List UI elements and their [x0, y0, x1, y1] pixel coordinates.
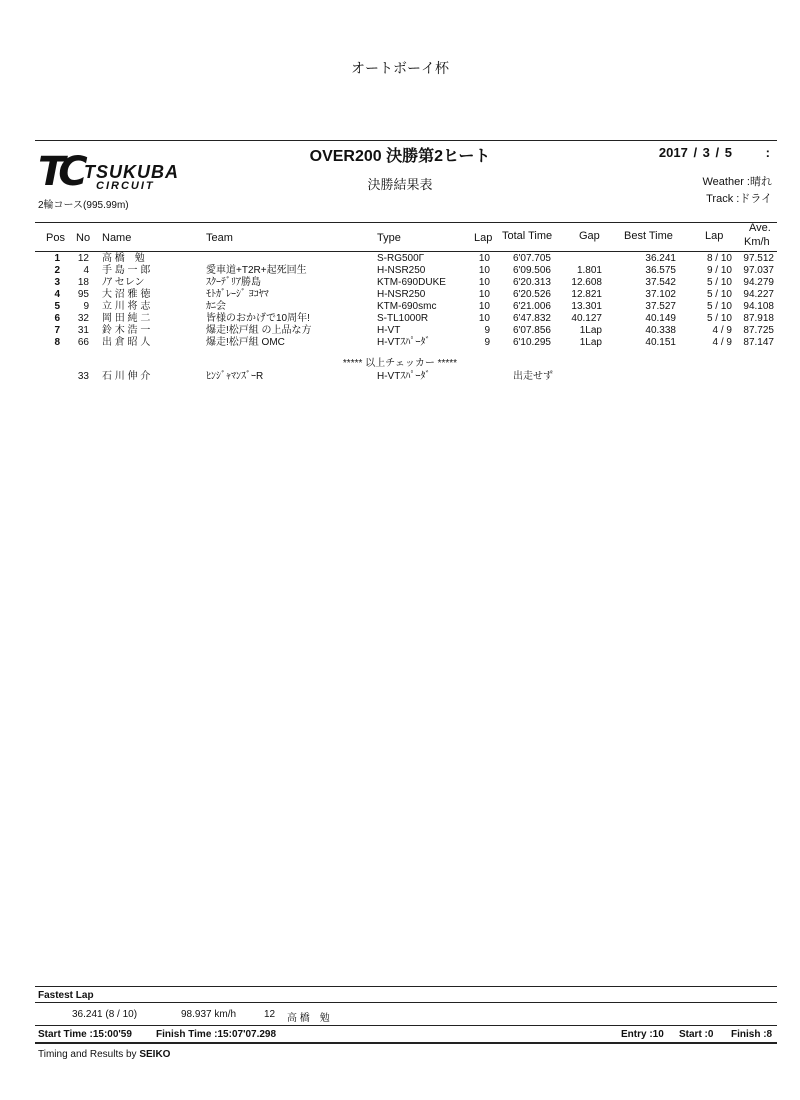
header-best-lap: Lap	[705, 230, 724, 242]
header-ave-line2: Km/h	[744, 236, 770, 248]
race-date-suffix: :	[765, 145, 770, 160]
team-cell: 皆様のおかげで10周年!	[206, 313, 310, 324]
lap-cell: 10	[478, 313, 490, 324]
total-time-cell: 6'07.705	[512, 253, 551, 264]
checker-line: ***** 以上チェッカー *****	[342, 358, 458, 369]
finish-time: Finish Time :15:07'07.298	[156, 1029, 277, 1040]
total-time-cell: 6'09.506	[512, 265, 551, 276]
best-time-cell: 40.338	[645, 325, 676, 336]
no-cell: 31	[77, 325, 89, 336]
ave-speed-cell: 94.227	[743, 289, 774, 300]
gap-cell: 1Lap	[579, 337, 602, 348]
table-row	[0, 337, 800, 349]
name-cell: 岡 田 純 二	[102, 313, 151, 324]
credit-brand: SEIKO	[139, 1049, 171, 1060]
table-header-top-rule	[35, 222, 777, 223]
pos-cell: 4	[54, 289, 60, 300]
start-count: Start :0	[679, 1029, 714, 1040]
name-cell: 高 橋 勉	[102, 253, 145, 264]
gap-cell: 40.127	[571, 313, 602, 324]
fastest-lap-name: 高 橋 勉	[287, 1013, 330, 1024]
lap-cell: 10	[478, 253, 490, 264]
dns-row	[0, 371, 800, 383]
no-cell: 18	[77, 277, 89, 288]
table-row	[0, 313, 800, 325]
header-no: No	[76, 232, 91, 244]
ave-speed-cell: 87.725	[743, 325, 774, 336]
table-header	[0, 224, 800, 250]
name-cell: ﾉｱ セレン	[102, 277, 145, 288]
ave-speed-cell: 87.918	[743, 313, 774, 324]
best-lap-cell: 9 / 10	[706, 265, 732, 276]
no-cell: 12	[77, 253, 89, 264]
pos-cell: 2	[54, 265, 60, 276]
fastest-lap-speed: 98.937 km/h	[181, 1009, 237, 1020]
header-lap: Lap	[474, 232, 493, 244]
best-time-cell: 40.151	[645, 337, 676, 348]
track-condition: Track :ドライ	[706, 193, 772, 205]
pos-cell: 7	[54, 325, 60, 336]
fastest-lap-label: Fastest Lap	[38, 990, 94, 1001]
lap-cell: 10	[478, 277, 490, 288]
pos-cell: 8	[54, 337, 60, 348]
team-cell: ｶﾆ会	[206, 301, 226, 312]
no-cell: 4	[83, 265, 89, 276]
entry-count: Entry :10	[621, 1029, 664, 1040]
table-row	[0, 253, 800, 265]
no-cell: 9	[83, 301, 89, 312]
header-team: Team	[206, 232, 233, 244]
type-cell: H-VT	[377, 325, 401, 336]
dns-status: 出走せず	[513, 371, 553, 382]
logo-name: TSUKUBA	[84, 162, 179, 182]
best-lap-cell: 4 / 9	[712, 325, 732, 336]
total-time-cell: 6'21.006	[512, 301, 551, 312]
lap-cell: 10	[478, 265, 490, 276]
dns-no: 33	[77, 371, 89, 382]
pos-cell: 5	[54, 301, 60, 312]
type-cell: H-NSR250	[377, 289, 426, 300]
best-time-cell: 37.542	[645, 277, 676, 288]
best-time-cell: 37.102	[645, 289, 676, 300]
fastest-lap-time: 36.241 (8 / 10)	[72, 1009, 138, 1020]
result-title: 決勝結果表	[367, 177, 433, 192]
logo-mark: TC	[38, 149, 81, 195]
ave-speed-cell: 97.512	[743, 253, 774, 264]
header-best-time: Best Time	[624, 230, 673, 242]
header-ave-line1: Ave.	[749, 222, 771, 234]
header-pos: Pos	[46, 232, 65, 244]
dns-type: H-VTｽﾊﾟｰﾀﾞ	[377, 371, 431, 382]
total-time-cell: 6'20.526	[512, 289, 551, 300]
best-lap-cell: 8 / 10	[706, 253, 732, 264]
race-title: OVER200 決勝第2ヒート	[309, 148, 491, 165]
type-cell: H-VTｽﾊﾟｰﾀﾞ	[377, 337, 431, 348]
best-lap-cell: 5 / 10	[706, 301, 732, 312]
header-top-rule	[35, 140, 777, 141]
table-row	[0, 289, 800, 301]
lap-cell: 9	[484, 325, 490, 336]
start-time: Start Time :15:00'59	[38, 1029, 132, 1040]
table-row	[0, 265, 800, 277]
best-time-cell: 40.149	[645, 313, 676, 324]
team-cell: ｽｸｰﾃﾞﾘｱ勝島	[206, 277, 261, 288]
dns-team: ﾋﾝｼﾞｬﾏﾝｽﾞｰR	[206, 371, 264, 382]
dns-name: 石 川 伸 介	[102, 371, 151, 382]
ave-speed-cell: 87.147	[743, 337, 774, 348]
type-cell: KTM-690DUKE	[377, 277, 446, 288]
finish-count: Finish :8	[731, 1029, 773, 1040]
table-row	[0, 277, 800, 289]
type-cell: H-NSR250	[377, 265, 426, 276]
total-time-cell: 6'10.295	[512, 337, 551, 348]
credit-prefix: Timing and Results by	[38, 1049, 137, 1060]
race-date-value: 2017 / 3 / 5	[658, 145, 732, 160]
best-lap-cell: 5 / 10	[706, 277, 732, 288]
pos-cell: 6	[54, 313, 60, 324]
best-time-cell: 37.527	[645, 301, 676, 312]
no-cell: 66	[77, 337, 89, 348]
footer-top-rule	[35, 986, 777, 987]
total-time-cell: 6'47.832	[512, 313, 551, 324]
ave-speed-cell: 94.108	[743, 301, 774, 312]
name-cell: 出 倉 昭 人	[102, 337, 151, 348]
timing-credit	[38, 1049, 170, 1060]
weather-info: Weather :晴れ	[702, 176, 772, 188]
header-name: Name	[102, 232, 132, 244]
pos-cell: 1	[54, 253, 60, 264]
table-row	[0, 301, 800, 313]
team-cell: 爆走!松戸組 の上品な方	[206, 325, 312, 336]
team-cell: 爆走!松戸組 OMC	[206, 337, 285, 348]
team-cell: 愛車道+T2R+起死回生	[206, 265, 307, 276]
times-top-rule	[35, 1025, 777, 1026]
name-cell: 大 沼 雅 徳	[102, 289, 151, 300]
fastest-lap-rule	[35, 1002, 777, 1003]
team-cell: ﾓﾄｶﾞﾚｰｼﾞ ﾖｺﾔﾏ	[206, 289, 269, 300]
type-cell: S-RG500Γ	[377, 253, 425, 264]
best-lap-cell: 4 / 9	[712, 337, 732, 348]
no-cell: 32	[77, 313, 89, 324]
best-time-cell: 36.575	[645, 265, 676, 276]
name-cell: 手 島 一 郎	[102, 265, 151, 276]
lap-cell: 9	[484, 337, 490, 348]
course-info: 2輪コース(995.99m)	[38, 200, 129, 211]
times-bottom-rule	[35, 1042, 777, 1044]
total-time-cell: 6'20.313	[512, 277, 551, 288]
tsukuba-circuit-logo	[38, 150, 208, 196]
fastest-lap-no: 12	[264, 1009, 276, 1020]
best-lap-cell: 5 / 10	[706, 289, 732, 300]
ave-speed-cell: 97.037	[743, 265, 774, 276]
type-cell: S-TL1000R	[377, 313, 429, 324]
lap-cell: 10	[478, 301, 490, 312]
header-type: Type	[377, 232, 401, 244]
total-time-cell: 6'07.856	[512, 325, 551, 336]
gap-cell: 1.801	[576, 265, 602, 276]
type-cell: KTM-690smc	[377, 301, 437, 312]
header-gap: Gap	[579, 230, 600, 242]
name-cell: 鈴 木 浩 一	[102, 325, 151, 336]
name-cell: 立 川 将 志	[102, 301, 151, 312]
ave-speed-cell: 94.279	[743, 277, 774, 288]
gap-cell: 13.301	[571, 301, 602, 312]
race-date	[640, 145, 770, 160]
event-name: オートボーイ杯	[351, 60, 449, 76]
table-header-bottom-rule	[35, 251, 777, 252]
table-row	[0, 325, 800, 337]
header-total-time: Total Time	[502, 230, 553, 242]
gap-cell: 12.608	[571, 277, 602, 288]
best-lap-cell: 5 / 10	[706, 313, 732, 324]
best-time-cell: 36.241	[645, 253, 676, 264]
lap-cell: 10	[478, 289, 490, 300]
logo-sub: CIRCUIT	[96, 180, 155, 192]
no-cell: 95	[77, 289, 89, 300]
gap-cell: 12.821	[571, 289, 602, 300]
gap-cell: 1Lap	[579, 325, 602, 336]
pos-cell: 3	[54, 277, 60, 288]
